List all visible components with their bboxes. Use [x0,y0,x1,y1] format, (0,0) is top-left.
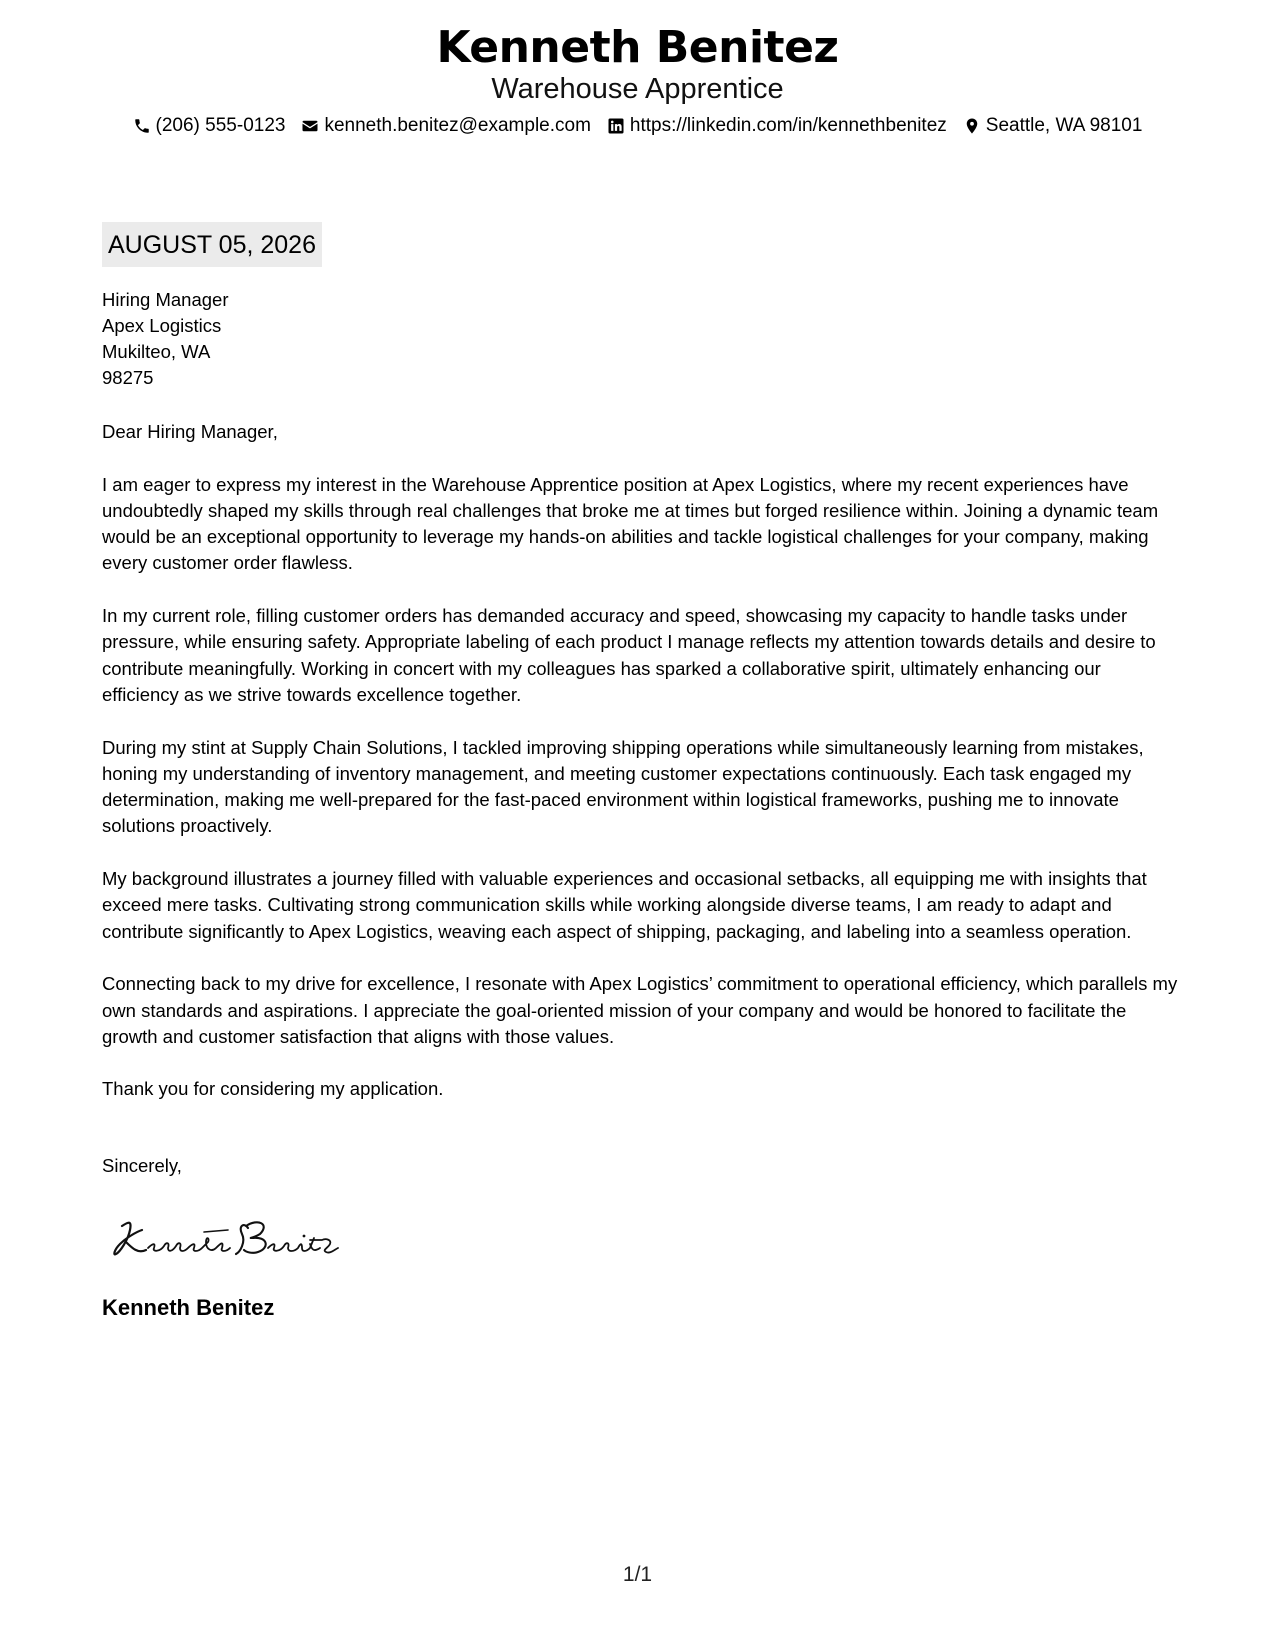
salutation: Dear Hiring Manager, [102,421,278,442]
body-paragraph: Connecting back to my drive for excellence, I resonate with Apex Logistics’ commitment to operational efficiency, which parallels my own standards and aspirations. I appreciate the goal-oriented mission of your company and would be honored to facilitate the growth and customer satisfaction that aligns with those values. [102,973,1178,1047]
handwritten-signature [108,1208,358,1268]
page-number: 1/1 [622,1563,653,1586]
contact-email[interactable] [301,114,590,138]
contact-location [963,114,1143,138]
phone-text: (206) 555-0123 [155,115,286,136]
letter-header [0,22,1275,138]
contact-linkedin[interactable] [607,114,947,138]
recipient-role: Hiring Manager [102,289,229,310]
recipient-company: Apex Logistics [102,315,222,336]
recipient-block [102,287,228,391]
body-paragraph: Thank you for considering my application. [102,1078,444,1100]
email-link[interactable]: kenneth.benitez@example.com [324,115,591,136]
signed-name: Kenneth Benitez [102,1295,275,1320]
location-text: Seattle, WA 98101 [985,115,1143,136]
body-paragraph: My background illustrates a journey filled with valuable experiences and occasional setbacks, all equipping me with insights that exceed mere tasks. Cultivating strong communication skills while working alongside diverse teams, I am ready to adapt and contribute significantly to Apex Logistics, weaving each aspect of shipping, packaging, and labeling into a seamless operation. [102,868,1147,942]
letter-body [102,419,1182,1129]
recipient-zip: 98275 [102,367,154,388]
map-pin-icon [963,117,981,135]
contact-row [0,114,1275,138]
phone-icon [133,117,151,135]
body-paragraph: I am eager to express my interest in the Warehouse Apprentice position at Apex Logistics, where my recent experiences have undoubtedly shaped my skills through real challenges that broke me at times but forged resilience within. Joining a dynamic team would be an exceptional opportunity to leverage my hands-on abilities and tackle logistical challenges for your company, making every customer order flawless. [102,473,1159,574]
applicant-title: Warehouse Apprentice [491,73,784,105]
body-paragraph: In my current role, filling customer orders has demanded accuracy and speed, showcasing my capacity to handle tasks under pressure, while ensuring safety. Appropriate labeling of each product I manage reflects my attention towards details and desire to contribute meaningfully. Working in concert with my colleagues has sparked a collaborative spirit, ultimately enhancing our efficiency as we strive towards excellence together. [102,605,1156,705]
applicant-name: Kenneth Benitez [436,22,839,73]
contact-phone [133,114,286,138]
letter-date: AUGUST 05, 2026 [102,222,322,267]
recipient-city: Mukilteo, WA [102,341,211,362]
linkedin-icon [607,117,625,135]
body-paragraph: During my stint at Supply Chain Solutions, I tackled improving shipping operations while simultaneously learning from mistakes, honing my understanding of inventory management, and meeting customer expectations continuously. Each task engaged my determination, making me well-prepared for the fast-paced environment within logistical frameworks, pushing me to innovate solutions proactively. [102,736,1144,837]
envelope-icon [301,117,319,135]
closing: Sincerely, [102,1155,182,1176]
linkedin-link[interactable]: https://linkedin.com/in/kennethbenitez [629,115,947,136]
